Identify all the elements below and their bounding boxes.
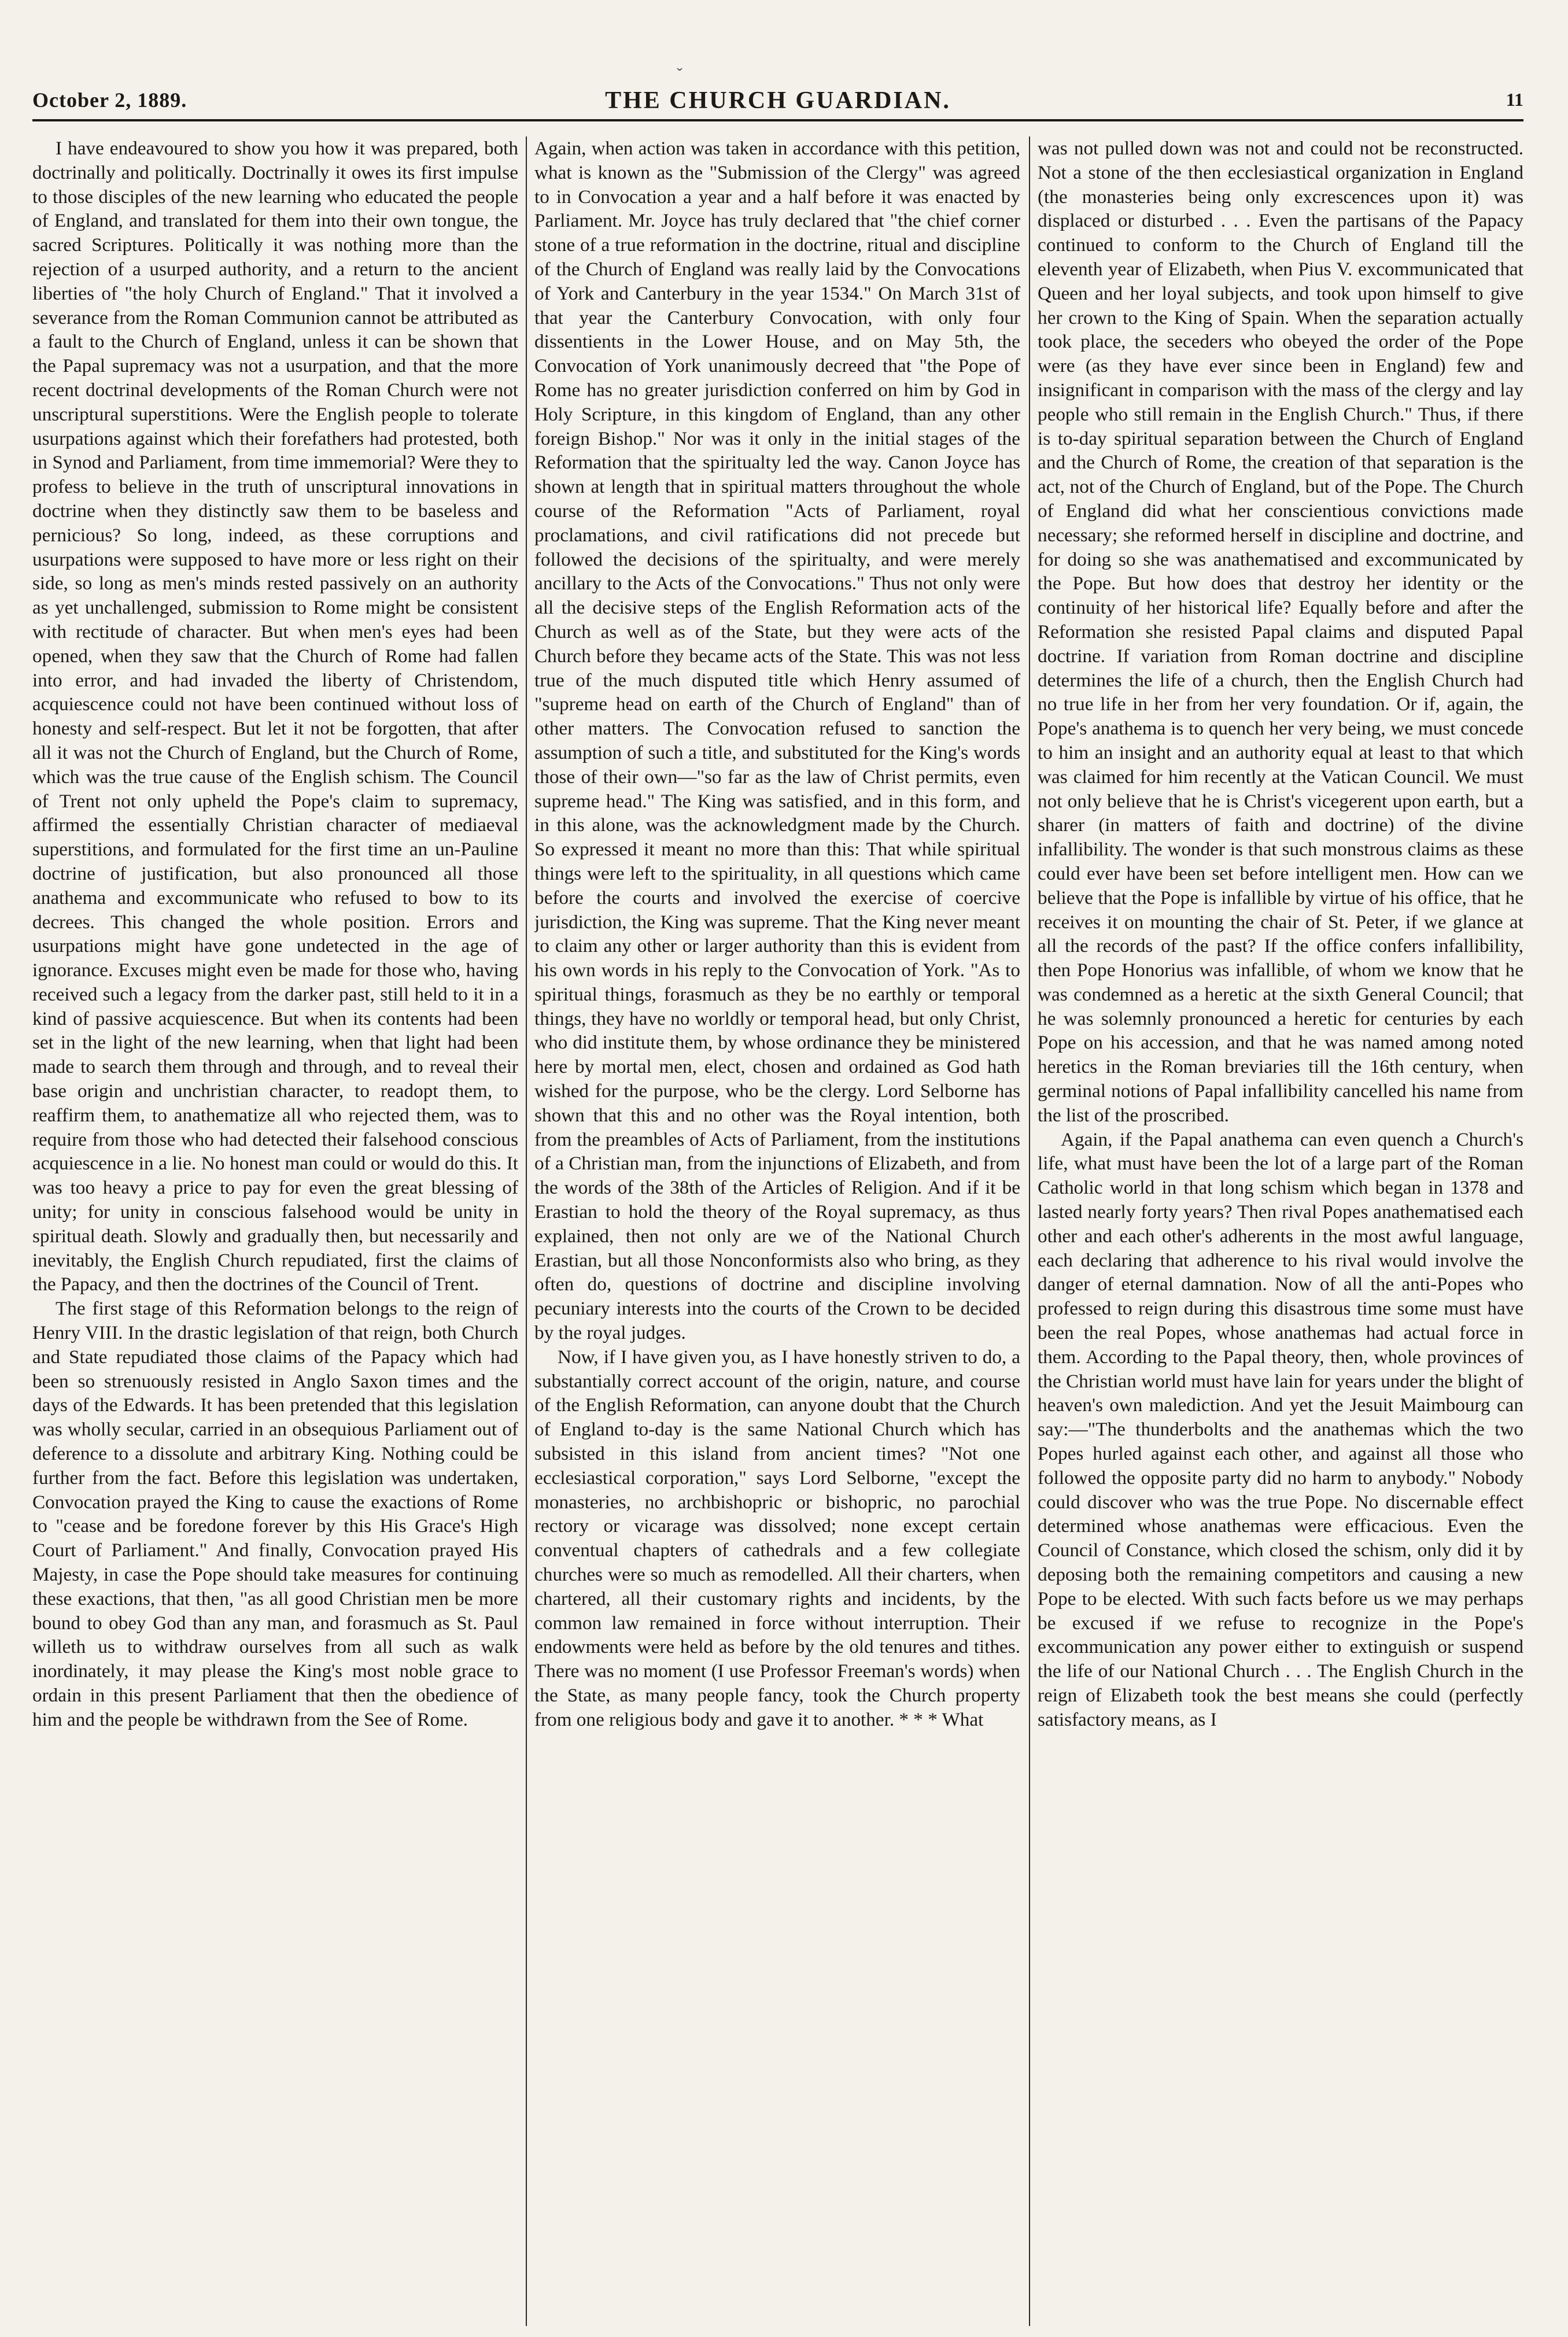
column-divider (1029, 136, 1030, 2326)
column-3 (1038, 136, 1523, 2326)
paragraph: Again, when action was taken in accordance with this petition, what is known as the "Submission of the Clergy" was agreed to in Convocation a year and a half before it was enacted by Parliament. Mr. Joyce has truly declared that "the chief corner stone of a true reformation in the doctrine, ritual and discipline of the Church of England was really laid by the Convocations of York and Canterbury in the year 1534." On March 31st of that year the Canterbury Convocation, with only four dissentients in the Lower House, and on May 5th, the Convocation of York unanimously decreed that "the Pope of Rome has no greater jurisdiction conferred on him by God in Holy Scripture, in this kingdom of England, than any other foreign Bishop." Nor was it only in the initial stages of the Reformation that the spiritualty led the way. Canon Joyce has shown at length that in spiritual matters throughout the whole course of the Reformation "Acts of Parliament, royal proclamations, and civil ratifications did not precede but followed the decisions of the spiritualty, and were merely ancillary to the Acts of the Convocations." Thus not only were all the decisive steps of the English Reformation acts of the Church as well as of the State, but they were acts of the Church before they became acts of the State. This was not less true of the much disputed title which Henry assumed of "supreme head on earth of the Church of England" than of other matters. The Convocation refused to sanction the assumption of such a title, and substituted for the King's words those of their own—"so far as the law of Christ permits, even supreme head." The King was satisfied, and in this form, and in this alone, was the acknowledgment made by the Church. So expressed it meant no more than this: That while spiritual things were left to the spirituality, in all questions which came before the courts and involved the exercise of coercive jurisdiction, the King was supreme. That the King never meant to claim any other or larger authority than this is evident from his own words in his reply to the Convocation of York. "As to spiritual things, forasmuch as they be no earthly or temporal things, they have no worldly or temporal head, but only Christ, who did institute them, by whose ordinance they be ministered here by mortal men, elect, chosen and ordained as God hath wished for the purpose, who be the clergy. Lord Selborne has shown that this and no other was the Royal intention, both from the preambles of Acts of Parliament, from the institutions of a Christian man, from the injunctions of Elizabeth, and from the words of the 38th of the Articles of Religion. And if it be Erastian to hold the theory of the Royal supremacy, as thus explained, then not only are we of the National Church Erastian, but all those Nonconformists also who bring, as they often do, questions of doctrine and discipline involving pecuniary interests into the courts of the Crown to be decided by the royal judges. (534, 138, 1020, 1344)
page-number: 11 (1506, 89, 1523, 110)
masthead (32, 87, 1523, 121)
paragraph: was not pulled down was not and could not be reconstructed. Not a stone of the then ecclesiastical organization in England (the monasteries being only excrescences upon it) was displaced or disturbed . . . Even the partisans of the Papacy continued to conform to the Church of England till the eleventh year of Elizabeth, when Pius V. excommunicated that Queen and her loyal subjects, and took upon himself to give her crown to the King of Spain. When the separation actually took place, the seceders who obeyed the order of the Pope were (as they have ever since been in England) few and insignificant in comparison with the mass of the clergy and lay people who still remain in the English Church." Thus, if there is to-day spiritual separation between the Church of England and the Church of Rome, the creation of that separation is the act, not of the Church of England, but of the Pope. The Church of England did what her conscientious convictions made necessary; she reformed herself in discipline and doctrine, and for doing so she was anathematised and excommunicated by the Pope. But how does that destroy her identity or the continuity of her historical life? Equally before and after the Reformation she resisted Papal claims and disputed Papal doctrine. If variation from Roman doctrine and discipline determines the life of a church, then the English Church had no true life in her from her very foundation. Or if, again, the Pope's anathema is to quench her very being, we must concede to him an insight and an authority equal at least to that which was claimed for him recently at the Vatican Council. We must not only believe that he is Christ's vicegerent upon earth, but a sharer (in matters of faith and doctrine) of the divine infallibility. The wonder is that such monstrous claims as these could ever have been set before intelligent men. How can we believe that the Pope is infallible by virtue of his office, that he receives it on mounting the chair of St. Peter, if we glance at all the records of the past? If the office confers infallibility, then Pope Honorius was infallible, of whom we know that he was condemned as a heretic at the sixth General Council; that he was solemnly pronounced a heretic for centuries by each Pope on his accession, and that he was named among noted heretics in the Roman breviaries till the 16th century, when germinal notions of Papal infallibility cancelled his name from the list of the proscribed. (1038, 138, 1523, 1126)
paragraph: Again, if the Papal anathema can even quench a Church's life, what must have been the lot of a large part of the Roman Catholic world in that long schism which began in 1378 and lasted nearly forty years? Then rival Popes anathematised each other and each other's adherents in the most awful language, each declaring that adherence to his rival would involve the danger of eternal damnation. Now of all the anti-Popes who professed to reign during this disastrous time some must have been the real Popes, whose anathemas had actual force in them. According to the Papal theory, then, whole provinces of the Christian world must have lain for years under the blight of heaven's own malediction. And yet the Jesuit Maimbourg can say:—"The thunderbolts and the anathemas which the two Popes hurled against each other, and against all those who followed the opposite party did no harm to anybody." Nobody could discover who was the true Pope. No discernable effect determined whose anathemas were efficacious. Even the Council of Constance, which closed the schism, only did it by deposing both the remaining competitors and causing a new Pope to be elected. With such facts before us we may perhaps be excused if we refuse to recognize in the Pope's excommunication any power either to extinguish or suspend the life of our National Church . . . The English Church in the reign of Elizabeth took the best means she could (perfectly satisfactory means, as I (1038, 1128, 1523, 1730)
paragraph: Now, if I have given you, as I have honestly striven to do, a substantially correct account of the origin, nature, and course of the English Reformation, can anyone doubt that the Church of England to-day is the same National Church which has subsisted in this island from ancient times? "Not one ecclesiastical corporation," says Lord Selborne, "except the monasteries, no archbishopric or bishopric, no parochial rectory or vicarage was dissolved; none except certain conventual chapters of cathedrals and a few collegiate churches were so much as remodelled. All their charters, when chartered, all their customary rights and incidents, by the common law remained in force without interruption. Their endowments were held as before by the old tenures and tithes. There was no moment (I use Professor Freeman's words) when the State, as many people fancy, took the Church property from one religious body and gave it to another. * * * What (534, 1346, 1020, 1730)
article-columns (32, 136, 1523, 2326)
issue-date: October 2, 1889. (32, 88, 187, 112)
column-1 (32, 136, 518, 2326)
column-divider (526, 136, 527, 2326)
paragraph: The first stage of this Reformation belongs to the reign of Henry VIII. In the drastic legislation of that reign, both Church and State repudiated those claims of the Papacy which had been so strenuously resisted in Anglo Saxon times and the days of the Edwards. It has been pretended that this legislation was wholly secular, carried in an obsequious Parliament out of deference to a dissolute and arbitrary King. Nothing could be further from the fact. Before this legislation was undertaken, Convocation prayed the King to cause the exactions of Rome to "cease and be foredone forever by this His Grace's High Court of Parliament." And finally, Convocation prayed His Majesty, in case the Pope should take measures for continuing these exactions, that then, "as all good Christian men be more bound to obey God than any man, and forasmuch as St. Paul willeth us to withdraw ourselves from all such as walk inordinately, it may please the King's most noble grace to ordain in this present Parliament that then the obedience of him and the people be withdrawn from the See of Rome. (32, 1298, 518, 1730)
ornament-mark: ˇ (677, 65, 682, 84)
newspaper-title: THE CHURCH GUARDIAN. (605, 87, 951, 114)
paragraph: I have endeavoured to show you how it was prepared, both doctrinally and politically. Doctrinally it owes its first impulse to those disciples of the new learning who educated the people of England, and translated for them into their own tongue, the sacred Scriptures. Politically it was nothing more than the rejection of a usurped authority, and a return to the ancient liberties of "the holy Church of England." That it involved a severance from the Roman Communion cannot be attributed as a fault to the Church of England, unless it can be shown that the Papal supremacy was not a usurpation, and that the more recent doctrinal developments of the Roman Church were not unscriptural superstitions. Were the English people to tolerate usurpations against which their forefathers had protested, both in Synod and Parliament, from time immemorial? Were they to profess to believe in the truth of unscriptural innovations in doctrine when they distinctly saw them to be baseless and pernicious? So long, indeed, as these corruptions and usurpations were supposed to have more or less right on their side, so long as men's minds rested passively on an authority as yet unchallenged, submission to Rome might be consistent with rectitude of character. But when men's eyes had been opened, when they saw that the Church of Rome had fallen into error, and had invaded the liberty of Christendom, acquiescence could not have been continued without loss of honesty and self-respect. But let it not be forgotten, that after all it was not the Church of England, but the Church of Rome, which was the true cause of the English schism. The Council of Trent not only upheld the Pope's claim to supremacy, affirmed the essentially Christian character of mediaeval superstitions, and formulated for the first time an un-Pauline doctrine of justification, but also pronounced all those anathema and excommunicate who refused to bow to its decrees. This changed the whole position. Errors and usurpations might have gone undetected in the age of ignorance. Excuses might even be made for those who, having received such a legacy from the darker past, still held to it in a kind of passive acquiescence. But when its contents had been set in the light of the new learning, when that light had been made to search them through and through, and to reveal their base origin and unchristian character, to readopt them, to reaffirm them, to anathematize all who rejected them, was to require from those who had detected their falsehood conscious acquiescence in a lie. No honest man could or would do this. It was too heavy a price to pay for even the great blessing of unity; for unity in conscious falsehood would be unity in spiritual death. Slowly and gradually then, but necessarily and inevitably, the English Church repudiated, first the claims of the Papacy, and then the doctrines of the Council of Trent. (32, 138, 518, 1295)
column-2 (534, 136, 1020, 2326)
